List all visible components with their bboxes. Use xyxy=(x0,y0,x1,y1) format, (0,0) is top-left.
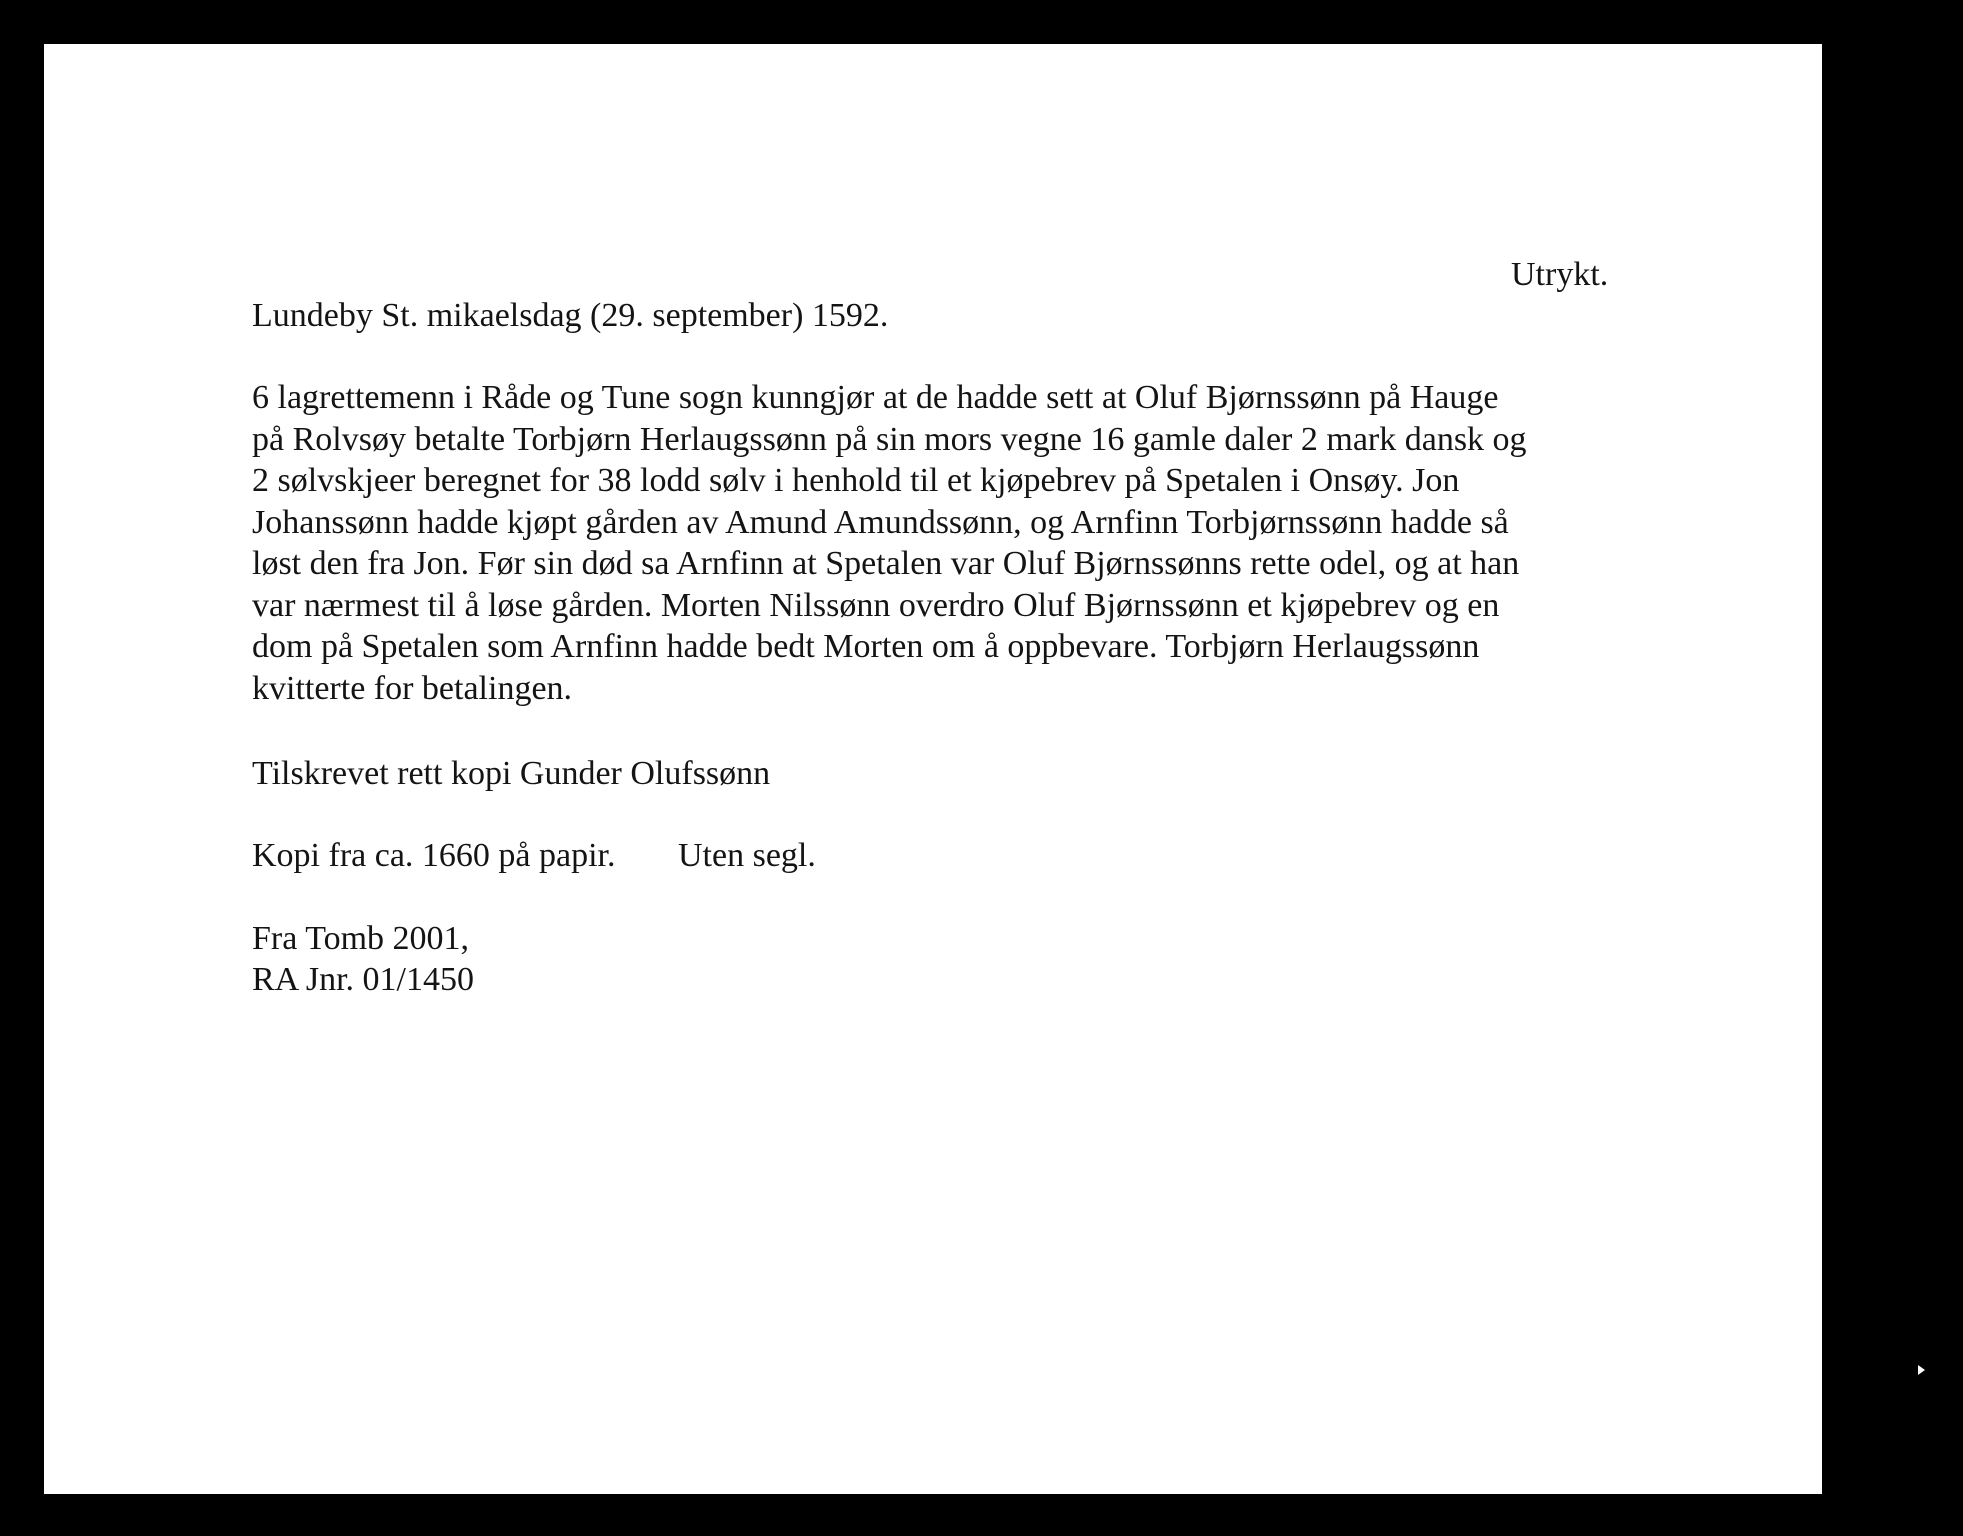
copy-info: Kopi fra ca. 1660 på papir. xyxy=(252,837,616,874)
summary-line: 2 sølvskjeer beregnet for 38 lodd sølv i henhold til et kjøpebrev på Spetalen i Onsøy. Jon xyxy=(252,462,1460,499)
certification-note: Tilskrevet rett kopi Gunder Olufssønn xyxy=(252,755,771,792)
scan-artifact xyxy=(1918,1365,1925,1375)
summary-line: kvitterte for betalingen. xyxy=(252,669,573,707)
seal-info: Uten segl. xyxy=(678,837,816,874)
document-heading: Lundeby St. mikaelsdag (29. september) 1592. xyxy=(252,297,889,334)
summary-line: 6 lagrettemenn i Råde og Tune sogn kunngjør at de hadde sett at Oluf Bjørnssønn på Hauge xyxy=(252,379,1499,416)
summary-line: løst den fra Jon. Før sin død sa Arnfinn at Spetalen var Oluf Bjørnssønns rette odel, og at han xyxy=(252,545,1520,582)
summary-line: Johanssønn hadde kjøpt gården av Amund Amundssønn, og Arnfinn Torbjørnssønn hadde så xyxy=(252,503,1509,541)
source-reference: RA Jnr. 01/1450 xyxy=(252,961,474,998)
publication-status: Utrykt. xyxy=(1511,256,1609,293)
summary-line: dom på Spetalen som Arnfinn hadde bedt Morten om å oppbevare. Torbjørn Herlaugssønn xyxy=(252,628,1480,665)
summary-paragraph xyxy=(252,377,1652,709)
source-line: Fra Tomb 2001, xyxy=(252,920,470,957)
document-page xyxy=(44,44,1822,1494)
summary-line: på Rolvsøy betalte Torbjørn Herlaugssønn på sin mors vegne 16 gamle daler 2 mark dansk og xyxy=(252,420,1527,458)
summary-line: var nærmest til å løse gården. Morten Nilssønn overdro Oluf Bjørnssønn et kjøpebrev og en xyxy=(252,586,1500,624)
